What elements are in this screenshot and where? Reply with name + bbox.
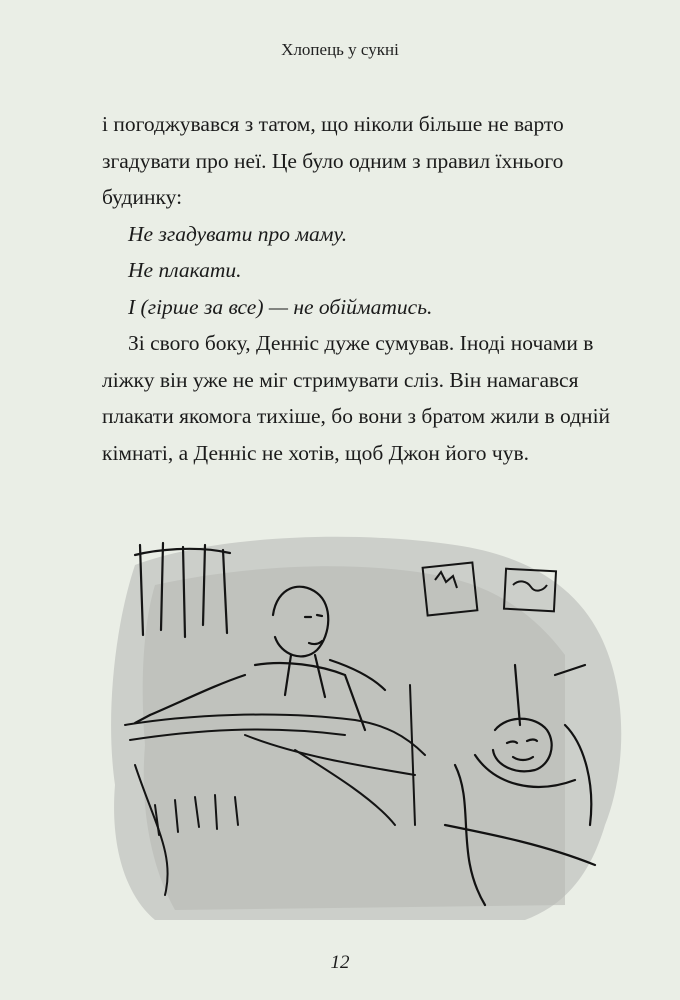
body-text	[102, 106, 630, 471]
rule-line: І (гірше за все) — не обійматись.	[128, 294, 433, 319]
paragraph: і погоджувався з татом, що ніколи більше не варто згадувати про неї. Це було одним з правил їхнього будинку:	[102, 112, 564, 209]
bedroom-illustration	[95, 525, 640, 925]
running-header: Хлопець у сукні	[281, 40, 399, 59]
rule-line: Не плакати.	[128, 258, 242, 282]
paragraph: Зі свого боку, Денніс дуже сумував. Іноді ночами в ліжку він уже не міг стримувати сліз. Він намагався плакати якомога тихіше, бо вони з братом жили в одній кімнаті, а Денніс не хотів, щоб Джон його чув.	[102, 331, 611, 465]
page-number: 12	[330, 952, 350, 973]
rule-line: Не згадувати про маму.	[128, 221, 348, 246]
